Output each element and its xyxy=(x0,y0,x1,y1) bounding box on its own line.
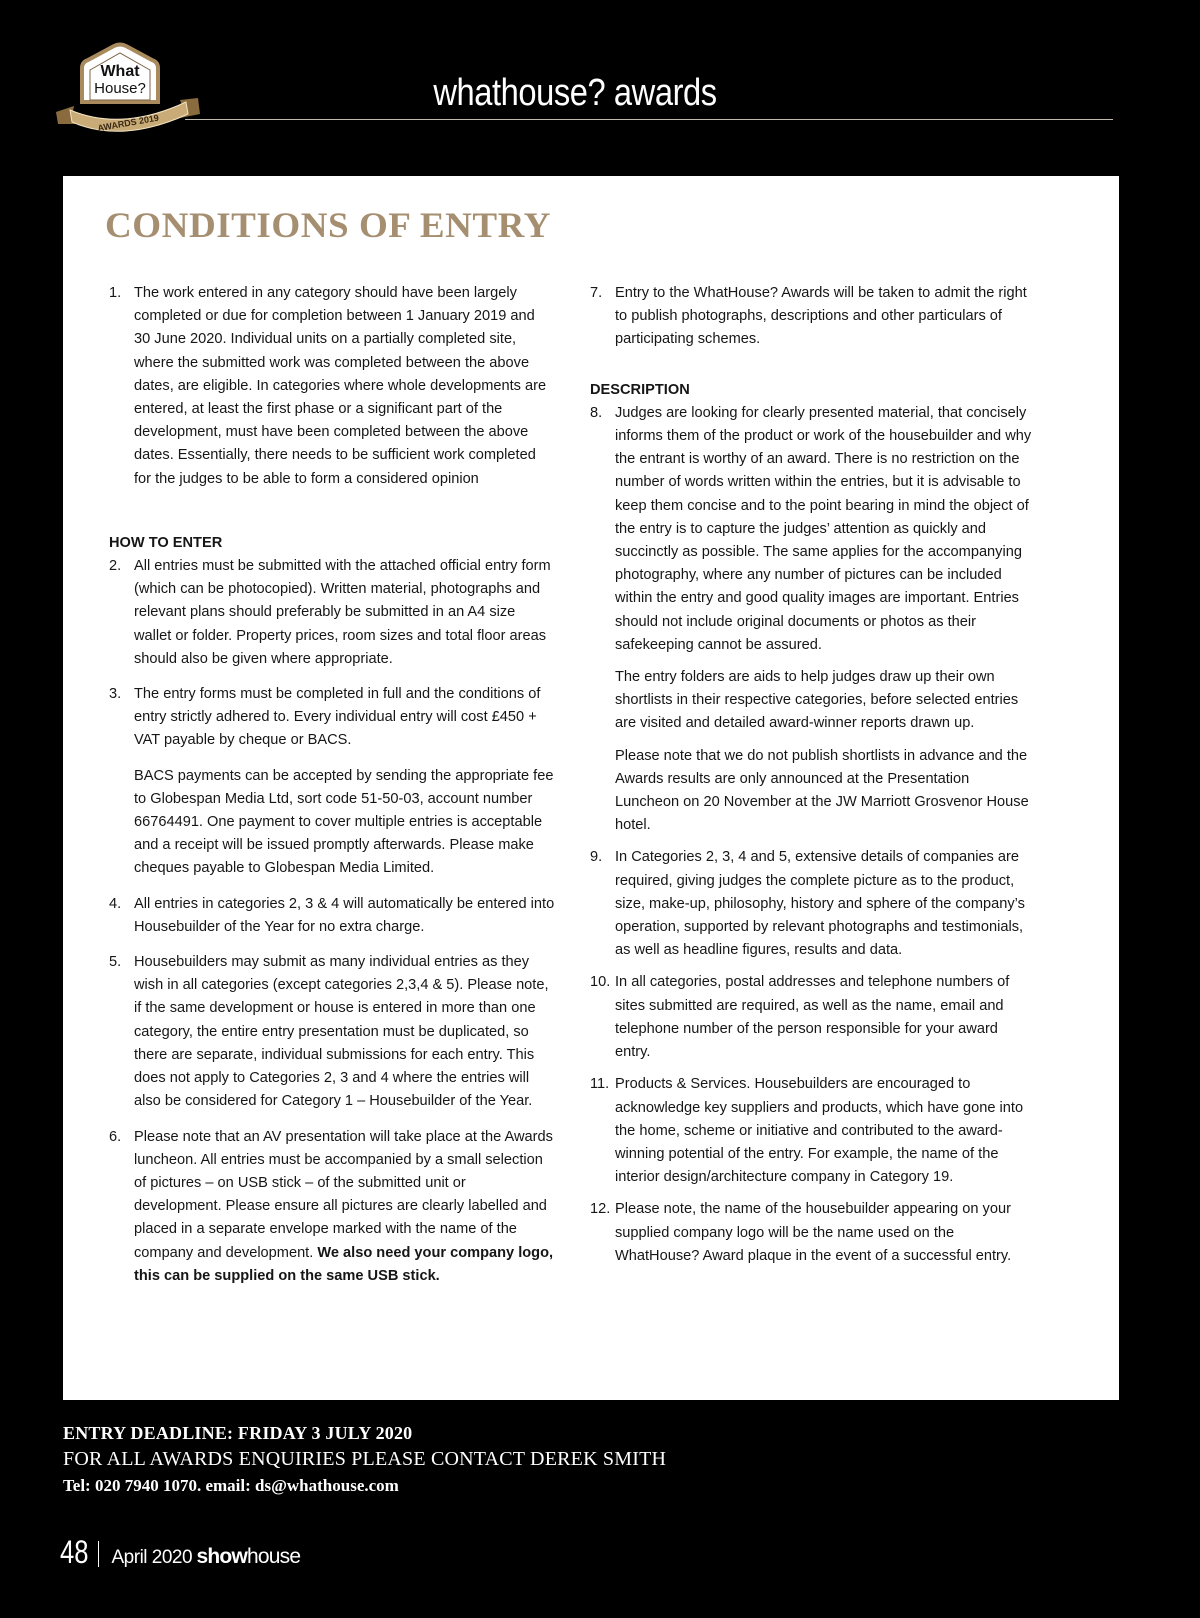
footer-separator xyxy=(98,1541,99,1567)
entry-deadline: ENTRY DEADLINE: FRIDAY 3 JULY 2020 xyxy=(63,1423,413,1443)
page-header xyxy=(0,0,1200,175)
issue-date: April 2020 xyxy=(111,1547,193,1568)
item-number: 11. xyxy=(590,1076,610,1093)
condition-item xyxy=(109,282,555,491)
page-number: 48 xyxy=(60,1534,89,1570)
page-footer xyxy=(60,1534,300,1571)
header-divider xyxy=(185,119,1113,120)
brand-name-light: house xyxy=(247,1545,301,1568)
item-number: 9. xyxy=(590,849,603,866)
item-text: Judges are looking for clearly presented material, that concisely informs them of the product or work of the housebuilder and why the entrant is worthy of an award. There is no restriction on the number of words written within the entries, but it is advisable to keep them concise and to the point bearing in mind the object of the entry is to capture the judges’ attention as quickly and succinctly as possible. The same applies for the accompanying photography, where any number of pictures can be included within the entry and good quality images are important. Entries should not include original documents or photos as their safekeeping cannot be assured. xyxy=(615,404,1032,653)
item-text: The entry forms must be completed in full and the conditions of entry strictly adhered to. Every individual entry will cost £450 + VAT payable by cheque or BACS. xyxy=(134,686,541,749)
item-number: 1. xyxy=(109,285,122,301)
condition-item xyxy=(590,1073,1035,1189)
brand-name-bold: show xyxy=(196,1545,247,1568)
condition-item xyxy=(109,951,555,1113)
item-number: 10. xyxy=(590,974,611,991)
logo-line2: House? xyxy=(94,80,146,97)
item-number: 5. xyxy=(109,954,122,971)
right-column xyxy=(590,282,1035,1268)
condition-item xyxy=(590,1198,1035,1268)
how-to-enter-heading: HOW TO ENTER xyxy=(109,534,223,551)
item-text: Please note, the name of the housebuilder appearing on your supplied company logo will be the name used on the WhatHouse? Award plaque in the event of a successful entry. xyxy=(615,1201,1012,1264)
item-number: 6. xyxy=(109,1128,122,1145)
condition-item xyxy=(590,402,1035,657)
contact-line: Tel: 020 7940 1070. email: ds@whathouse.com xyxy=(63,1476,399,1495)
item-number: 7. xyxy=(590,285,603,301)
item-text: All entries in categories 2, 3 & 4 will automatically be entered into Housebuilder of the Year for no extra charge. xyxy=(134,895,555,935)
item-number: 3. xyxy=(109,686,122,703)
left-column xyxy=(109,282,555,1288)
condition-item xyxy=(590,846,1035,962)
condition-item xyxy=(590,282,1035,352)
condition-item xyxy=(590,971,1035,1064)
item-text-regular: Please note that an AV presentation will take place at the Awards luncheon. All entries must be accompanied by a small selection of pictures – on USB stick – of the submitted unit or development. Please ensure all pictures are clearly labelled and placed in a separate envelope marked with the name of the company and development. xyxy=(134,1128,553,1261)
item-text: In all categories, postal addresses and telephone numbers of sites submitted are required, as well as the name, email and telephone number of the person responsible for your award entry. xyxy=(615,974,1010,1061)
item-text: The work entered in any category should have been largely completed or due for completion between 1 January 2019 and 30 June 2020. Individual units on a partially completed site, where the submitted work was completed between the above dates, are eligible. In categories where whole developments are entered, at least the first phase or a significant part of the development, must have been completed between the above dates. Essentially, there needs to be sufficient work completed for the judges to be able to form a considered opinion xyxy=(134,285,547,487)
logo-ribbon-text: AWARDS 2019 xyxy=(96,112,160,134)
item-text: Entry to the WhatHouse? Awards will be taken to admit the right to publish photographs, descriptions and other particulars of participating schemes. xyxy=(615,285,1027,348)
item-text-bold: We also need your company logo, this can be supplied on the same USB stick. xyxy=(134,1244,554,1284)
entry-footer xyxy=(63,1420,1163,1499)
enquiries-line: FOR ALL AWARDS ENQUIRIES PLEASE CONTACT DEREK SMITH xyxy=(63,1448,667,1470)
item-text xyxy=(134,1126,555,1288)
item-text: All entries must be submitted with the attached official entry form (which can be photocopied). Written material, photographs and relevant plans should preferably be submitted in an A4 size wallet or folder. Property prices, room sizes and total floor areas should also be given where appropriate. xyxy=(134,558,551,667)
condition-item xyxy=(109,1126,555,1288)
item-number: 4. xyxy=(109,895,122,912)
item-number: 12. xyxy=(590,1201,611,1218)
condition-item xyxy=(109,683,555,753)
item-text: Products & Services. Housebuilders are encouraged to acknowledge key suppliers and products, which have gone into the home, scheme or initiative and contributed to the award-winning potential of the entry. For example, the name of the interior design/architecture company in Category 19. xyxy=(615,1076,1024,1186)
item-paragraph: The entry folders are aids to help judges draw up their own shortlists in their respective categories, before selected entries are visited and detailed award-winner reports drawn up. xyxy=(615,669,1019,732)
item-number: 8. xyxy=(590,404,603,421)
item-text: Housebuilders may submit as many individual entries as they wish in all categories (except categories 2,3,4 & 5). Please note, if the same development or house is entered in more than one category, the entire entry presentation must be duplicated, so there are separate, individual submissions for each entry. This does not apply to Categories 2, 3 and 4 where the entries will also be considered for Category 1 – Housebuilder of the Year. xyxy=(134,954,549,1110)
condition-item xyxy=(109,555,555,671)
item-paragraph: BACS payments can be accepted by sending the appropriate fee to Globespan Media Ltd, sort code 51-50-03, account number 66764491. One payment to cover multiple entries is acceptable and a receipt will be issued promptly afterwards. Please make cheques payable to Globespan Media Limited. xyxy=(134,767,554,877)
logo-line1: What xyxy=(100,63,140,80)
description-heading: DESCRIPTION xyxy=(590,381,690,398)
item-number: 2. xyxy=(109,558,122,575)
item-paragraph: Please note that we do not publish shortlists in advance and the Awards results are only announced at the Presentation Luncheon on 20 November at the JW Marriott Grosvenor House hotel. xyxy=(615,747,1029,834)
condition-item xyxy=(109,893,555,939)
panel-title: CONDITIONS OF ENTRY xyxy=(105,205,551,245)
header-title: whathouse? awards xyxy=(433,72,717,114)
conditions-panel xyxy=(63,176,1119,1400)
item-text: In Categories 2, 3, 4 and 5, extensive details of companies are required, giving judges the complete picture as to the product, size, make-up, philosophy, history and sphere of the company’s operation, supported by relevant photographs and testimonials, as well as headline figures, results and data. xyxy=(615,849,1025,959)
